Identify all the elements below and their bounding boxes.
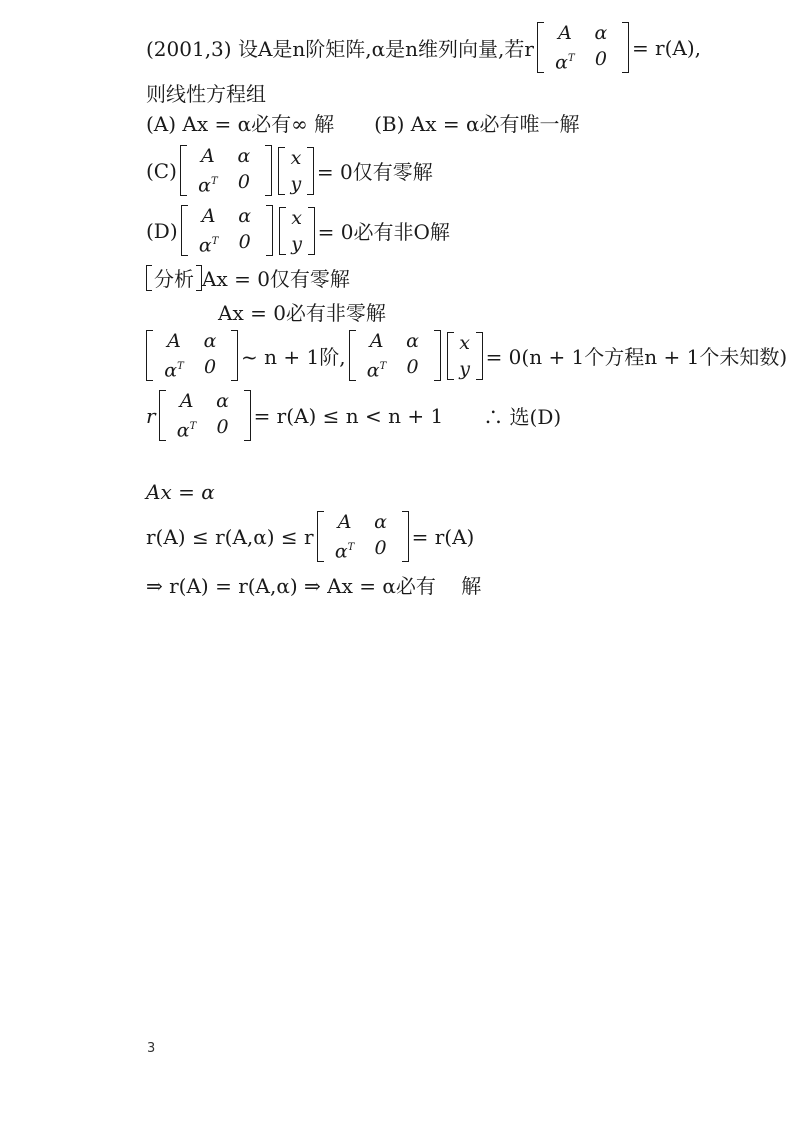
option-d — [146, 205, 450, 256]
analysis-matrix-2: A α $\alpha^T$ 0 — [349, 330, 441, 381]
matrix-a11: A — [558, 22, 572, 44]
augmented-matrix — [537, 22, 629, 73]
problem-statement — [146, 22, 701, 73]
options-ab — [146, 108, 580, 137]
analysis-line-3 — [146, 330, 787, 381]
option-c-matrix: A α $\alpha^T$ 0 — [180, 145, 272, 196]
matrix-a21: $\alpha^T$ — [555, 51, 575, 74]
analysis-vector: x y — [447, 332, 483, 380]
analysis-line-4: r A α $\alpha^T$ 0 = r(A) ≤ n < n + 1 ∴ 选(D) — [146, 390, 562, 442]
option-d-label: (D) — [146, 218, 178, 243]
matrix-a22: 0 — [594, 48, 607, 70]
option-c-vector: x y — [278, 147, 314, 195]
analysis-line4-tail: = r(A) ≤ n < n + 1 — [253, 403, 444, 428]
analysis-matrix-3: A α $\alpha^T$ 0 — [159, 390, 251, 441]
problem-intro: (2001,3) 设A是n阶矩阵,α是n维列向量,若r — [146, 37, 534, 62]
derivation-line-2 — [146, 511, 474, 562]
option-d-vector: x y — [279, 207, 315, 255]
analysis-line-1 — [146, 263, 350, 292]
derivation-line-1: Ax = α — [146, 480, 215, 504]
analysis-line1: Ax = 0仅有零解 — [202, 267, 350, 291]
derivation-line-3: ⇒ r(A) = r(A,α) ⇒ Ax = α必有 解 — [146, 574, 482, 598]
analysis-line3-mid: ~ n + 1阶, — [241, 345, 346, 370]
option-d-matrix: A α $\alpha^T$ 0 — [181, 205, 273, 256]
analysis-label: 分析 — [154, 267, 194, 291]
option-a: (A) Ax = α必有∞ 解 — [146, 112, 335, 136]
derivation-line2-tail: = r(A) — [411, 524, 475, 549]
option-b: (B) Ax = α必有唯一解 — [374, 112, 580, 136]
matrix-a12: α — [594, 22, 608, 44]
problem-continuation: 则线性方程组 — [146, 82, 266, 106]
page-number: 3 — [147, 1041, 156, 1056]
option-d-tail: = 0必有非O解 — [317, 220, 450, 245]
derivation-matrix: A α $\alpha^T$ 0 — [317, 511, 409, 562]
problem-intro-tail: = r(A), — [631, 35, 702, 60]
analysis-line-2: Ax = 0必有非零解 — [218, 301, 386, 325]
analysis-conclusion: ∴ 选(D) — [483, 405, 562, 430]
option-c-tail: = 0仅有零解 — [316, 160, 433, 185]
analysis-line3-tail: = 0(n + 1个方程n + 1个未知数) — [485, 345, 788, 370]
option-c-label: (C) — [146, 158, 177, 183]
derivation-line2-head: r(A) ≤ r(A,α) ≤ r — [146, 524, 314, 549]
option-c — [146, 145, 433, 196]
analysis-matrix-1: A α $\alpha^T$ 0 — [146, 330, 238, 381]
